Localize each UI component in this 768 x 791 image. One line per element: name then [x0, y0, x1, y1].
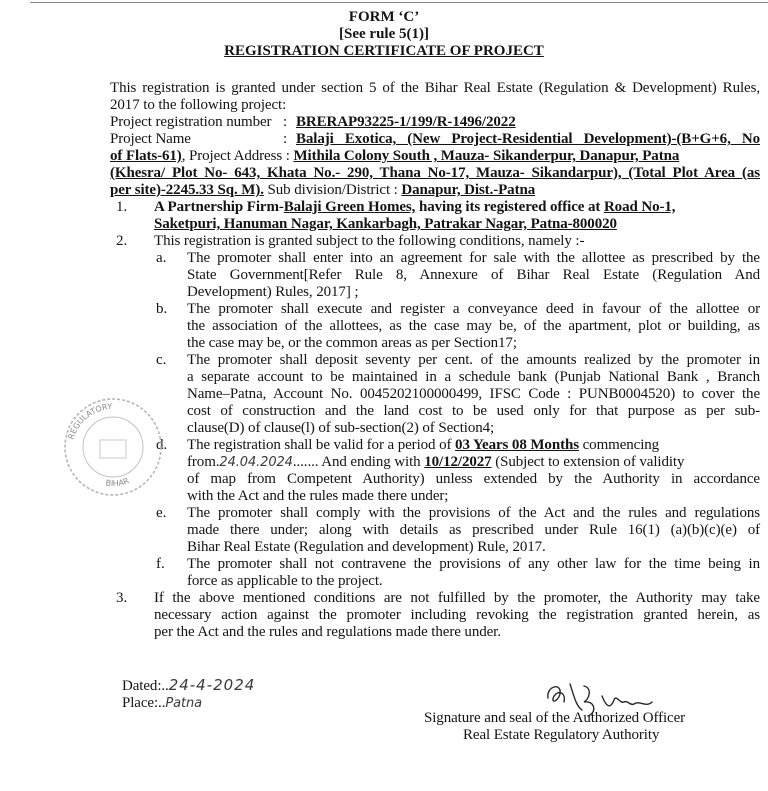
- condition-b-line: the association of the allottees, as the case may be, of the apartment, plot or building, as: [187, 318, 760, 334]
- condition-f-label: f.: [156, 556, 165, 572]
- condition-c-line: cost of construction and the land cost to be used only for that purpose as per sub-: [187, 403, 760, 419]
- item-3-number: 3.: [116, 590, 128, 606]
- condition-d-line-2: [187, 454, 684, 471]
- item-3-line: If the above mentioned conditions are not fulfilled by the promoter, the Authority may take: [154, 590, 760, 606]
- place-handwritten: Patna: [165, 696, 202, 711]
- project-name-value-2: of Flats-61): [110, 148, 182, 164]
- project-name-value-1: Balaji Exotica, (New Project-Residential Development)-(B+G+6, No: [296, 131, 760, 147]
- subdivision-line: [110, 182, 535, 199]
- dated-line: [122, 677, 255, 695]
- condition-c-line: a separate account to be maintained in a schedule bank (Punjab National Bank , Branch: [187, 369, 760, 385]
- item-1-number: 1.: [116, 199, 128, 215]
- project-name-colon: :: [283, 131, 288, 147]
- condition-b-label: b.: [156, 301, 168, 317]
- place-line: [122, 695, 202, 712]
- dated-handwritten: 24-4-2024: [168, 676, 256, 694]
- form-rule: [See rule 5(1)]: [339, 26, 429, 42]
- subdivision-label: Sub division/District :: [267, 182, 398, 198]
- ending-text: And ending with: [321, 454, 421, 470]
- project-address-value-1: Mithila Colony South , Mauza- Sikanderpur, Danapur, Patna: [293, 148, 680, 164]
- intro-line-2: 2017 to the following project:: [110, 97, 287, 113]
- ending-suffix: (Subject to extension of validity: [495, 454, 685, 470]
- condition-d-line-1: [187, 437, 659, 454]
- condition-f-line: The promoter shall not contravene the provisions of any other law for the time being in: [187, 556, 760, 572]
- seal-text-bottom: BIHAR: [104, 476, 131, 489]
- project-address-value-2: (Khesra/ Plot No- 643, Khata No.- 290, Thana No-17, Mauza- Sikandarpur), (Total Plot Area (as: [110, 165, 760, 181]
- seal-text-top: REGULATORY: [66, 401, 113, 441]
- condition-d-label: d.: [156, 437, 168, 453]
- firm-prefix: A Partnership Firm-: [154, 199, 284, 215]
- validity-text: The registration shall be valid for a period of: [187, 437, 452, 453]
- project-address-label: , Project Address :: [181, 148, 290, 164]
- office-address-1: Road No-1,: [603, 199, 676, 215]
- condition-a-label: a.: [156, 250, 167, 266]
- condition-f-line: force as applicable to the project.: [187, 573, 383, 589]
- condition-b-line: The promoter shall execute and register a conveyance deed in favour of the allottee or: [187, 301, 760, 317]
- validity-period: 03 Years 08 Months: [455, 437, 579, 453]
- condition-e-line: made there under; along with details as prescribed under Rule 16(1) (a)(b)(c)(e) of: [187, 522, 760, 538]
- validity-commencing: commencing: [582, 437, 660, 453]
- condition-a-line: The promoter shall enter into an agreement for sale with the allottee as prescribed by the: [187, 250, 760, 266]
- project-name-label: Project Name: [110, 131, 191, 147]
- registration-number: BRERAP93225-1/199/R-1496/2022: [296, 114, 516, 130]
- item-3-line: necessary action against the promoter including revoking the registration granted herein, as: [154, 607, 760, 623]
- condition-e-label: e.: [156, 505, 167, 521]
- condition-c-label: c.: [156, 352, 167, 368]
- from-date-handwritten: 24.04.2024: [219, 455, 293, 470]
- condition-a-line: Development) Rules, 2017] ;: [187, 284, 359, 300]
- official-seal: [58, 392, 168, 502]
- registration-number-label: Project registration number: [110, 114, 272, 130]
- intro-line-1: This registration is granted under section 5 of the Bihar Real Estate (Regulation & Development) Rules,: [110, 80, 760, 96]
- condition-c-line: The promoter shall deposit seventy per cent. of the amounts realized by the promoter in: [187, 352, 760, 368]
- item-2-intro: This registration is granted subject to the following conditions, namely :-: [154, 233, 585, 249]
- from-label: from.: [187, 454, 220, 470]
- authority-name: Real Estate Regulatory Authority: [463, 727, 660, 743]
- form-heading: REGISTRATION CERTIFICATE OF PROJECT: [224, 43, 544, 59]
- subdivision-value: Danapur, Dist.-Patna: [401, 182, 536, 198]
- item-1-line-1: [154, 199, 675, 216]
- from-dots: .......: [292, 454, 319, 470]
- top-border: [30, 2, 768, 3]
- registration-number-colon: :: [283, 114, 288, 130]
- signature-line: Signature and seal of the Authorized Officer: [424, 710, 686, 726]
- handwritten-signature: [540, 676, 690, 722]
- item-3-line: per the Act and the rules and regulations made there under.: [154, 624, 501, 640]
- firm-office-text: having its registered office at: [418, 199, 601, 215]
- condition-d-line-3: of map from Competent Authority) unless extended by the Authority in accordance: [187, 471, 760, 487]
- condition-b-line: the case may be, or the common areas as per Section17;: [187, 335, 517, 351]
- project-address-value-3: per site)-2245.33 Sq. M).: [110, 182, 264, 198]
- project-name-address-line: [110, 148, 679, 165]
- condition-d-line-4: with the Act and the rules made there under;: [187, 488, 449, 504]
- condition-e-line: The promoter shall comply with the provisions of the Act and the rules and regulations: [187, 505, 760, 521]
- form-title: FORM ‘C’: [348, 9, 420, 25]
- condition-c-line: Name–Patna, Account No. 0045202100000499, IFSC Code : PUNB0004520) to cover the: [187, 386, 760, 402]
- item-2-number: 2.: [116, 233, 128, 249]
- condition-c-line: clause(D) of clause(l) of sub-section(2) of Section4;: [187, 420, 495, 436]
- place-label: Place:..: [122, 695, 166, 711]
- firm-name: Balaji Green Homes,: [283, 199, 416, 215]
- office-address-2: Saketpuri, Hanuman Nagar, Kankarbagh, Patrakar Nagar, Patna-800020: [154, 216, 617, 232]
- end-date: 10/12/2027: [424, 454, 492, 470]
- condition-e-line: Bihar Real Estate (Regulation and development) Rule, 2017.: [187, 539, 546, 555]
- condition-a-line: State Government[Refer Rule 8, Annexure of Bihar Real Estate (Regulation And: [187, 267, 760, 283]
- dated-label: Dated:..: [122, 678, 169, 694]
